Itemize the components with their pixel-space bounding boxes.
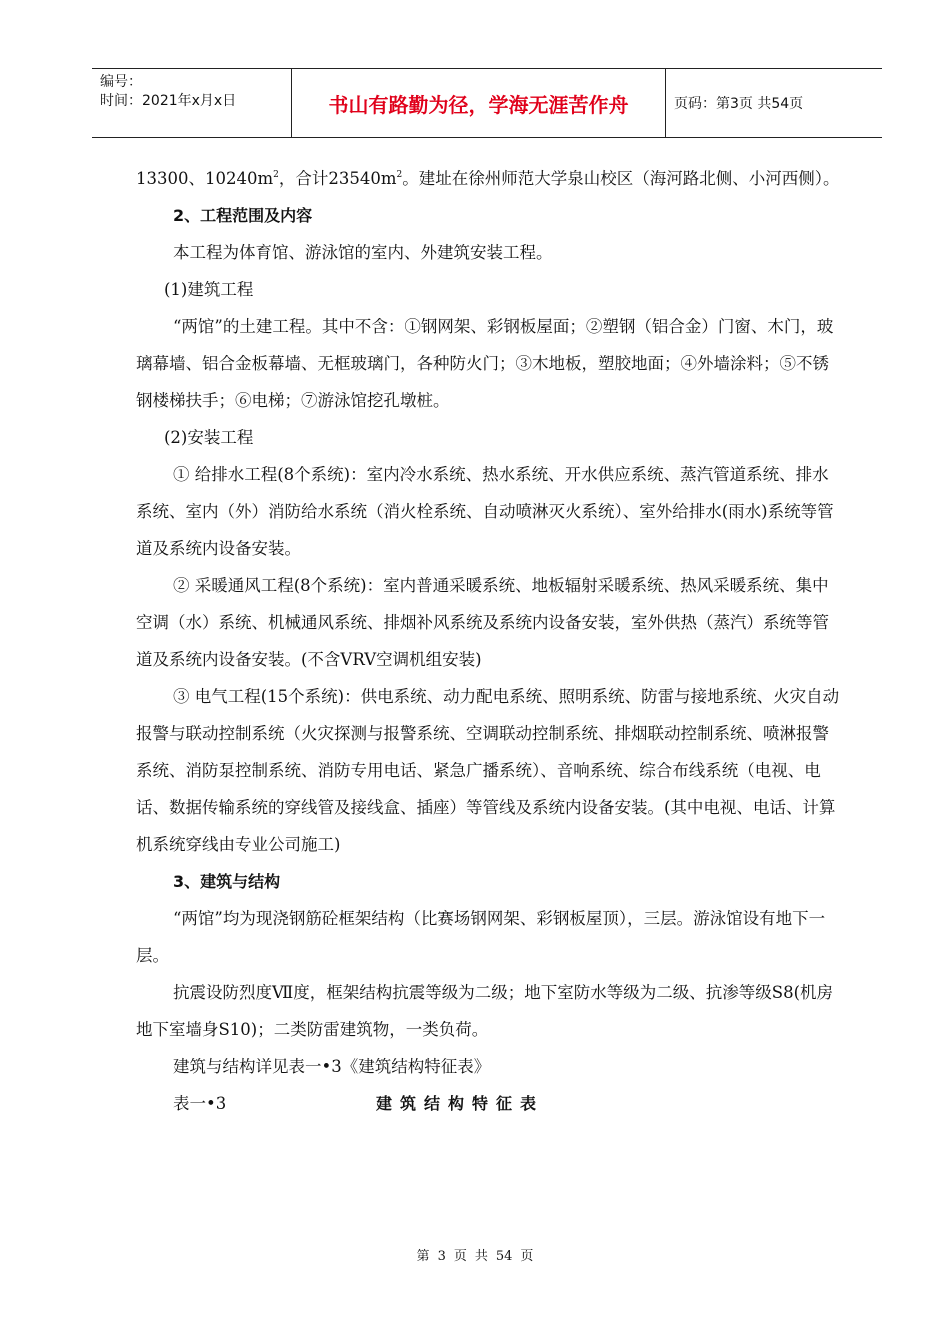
- seismic-paragraph: 抗震设防烈度Ⅶ度，框架结构抗震等级为二级；地下室防水等级为二级、抗渗等级S8(机房地下室墙身S10)；二类防雷建筑物，一类负荷。: [136, 983, 834, 1039]
- table-caption: [136, 1085, 842, 1122]
- hvac-paragraph: ② 采暖通风工程(8个系统)：室内普通采暖系统、地板辐射采暖系统、热风采暖系统、集中空调（水）系统、机械通风系统、排烟补风系统及系统内设备安装，室外供热（蒸汽）系统等管道及系统内设备安装。(不含VRV空调机组安装): [136, 576, 829, 669]
- water-paragraph: ① 给排水工程(8个系统)：室内冷水系统、热水系统、开水供应系统、蒸汽管道系统、排水系统、室内（外）消防给水系统（消火栓系统、自动喷淋灭火系统）、室外给排水(雨水)系统等管道及系统内设备安装。: [136, 465, 834, 558]
- section-heading-3: 3、建筑与结构: [173, 872, 281, 891]
- header-motto: 书山有路勤为径，学海无涯苦作舟: [292, 69, 666, 137]
- scope-paragraph: 本工程为体育馆、游泳馆的室内、外建筑安装工程。: [173, 243, 553, 262]
- footer-text-2: 页: [453, 1249, 467, 1264]
- doc-time-label: 时间：2021年x月x日: [100, 93, 237, 109]
- subheading-install: (2)安装工程: [164, 428, 254, 447]
- page-header: [92, 68, 882, 138]
- intro-text-b: ，合计23540m: [278, 169, 397, 188]
- intro-paragraph: [136, 160, 842, 197]
- electrical-paragraph: ③ 电气工程(15个系统)：供电系统、动力配电系统、照明系统、防雷与接地系统、火灾自动报警与联动控制系统（火灾探测与报警系统、空调联动控制系统、排烟联动控制系统、喷淋报警系统、消防泵控制系统、消防专用电话、紧急广播系统）、音响系统、综合布线系统（电视、电话、数据传输系统的穿线管及接线盒、插座）等管线及系统内设备安装。(其中电视、电话、计算机系统穿线由专业公司施工): [136, 687, 840, 854]
- superscript-1: 2: [273, 170, 279, 180]
- footer-text-4: 页: [520, 1249, 534, 1264]
- doc-code-label: 编号：: [100, 74, 142, 90]
- reference-paragraph: 建筑与结构详见表一•3《建筑结构特征表》: [173, 1057, 491, 1076]
- footer-text-3: 共: [474, 1249, 488, 1264]
- table-number: 表一•3: [173, 1094, 227, 1113]
- footer-text-1: 第: [416, 1249, 430, 1264]
- section-heading-2: 2、工程范围及内容: [173, 206, 313, 225]
- intro-text-c: 。建址在徐州师范大学泉山校区（海河路北侧、小河西侧）。: [402, 169, 840, 188]
- page-footer: [0, 1245, 950, 1264]
- civil-paragraph: “两馆”的土建工程。其中不含：①钢网架、彩钢板屋面；②塑钢（铝合金）门窗、木门，玻璃幕墙、铝合金板幕墙、无框玻璃门，各种防火门；③木地板，塑胶地面；④外墙涂料；⑤不锈钢楼梯扶手；⑥电梯；⑦游泳馆挖孔墩桩。: [136, 317, 834, 410]
- footer-page: 3: [437, 1249, 446, 1264]
- footer-total: 54: [495, 1249, 513, 1264]
- document-body: [136, 160, 842, 1122]
- intro-text-a: 13300、10240m: [136, 169, 274, 188]
- header-meta: [92, 69, 292, 137]
- structure-paragraph: “两馆”均为现浇钢筋砼框架结构（比赛场钢网架、彩钢板屋顶），三层。游泳馆设有地下一层。: [136, 909, 826, 965]
- subheading-civil: (1)建筑工程: [164, 280, 254, 299]
- table-title: 建筑结构特征表: [376, 1094, 545, 1113]
- superscript-2: 2: [396, 170, 403, 180]
- header-page-number: 页码：第3页 共54页: [674, 96, 804, 112]
